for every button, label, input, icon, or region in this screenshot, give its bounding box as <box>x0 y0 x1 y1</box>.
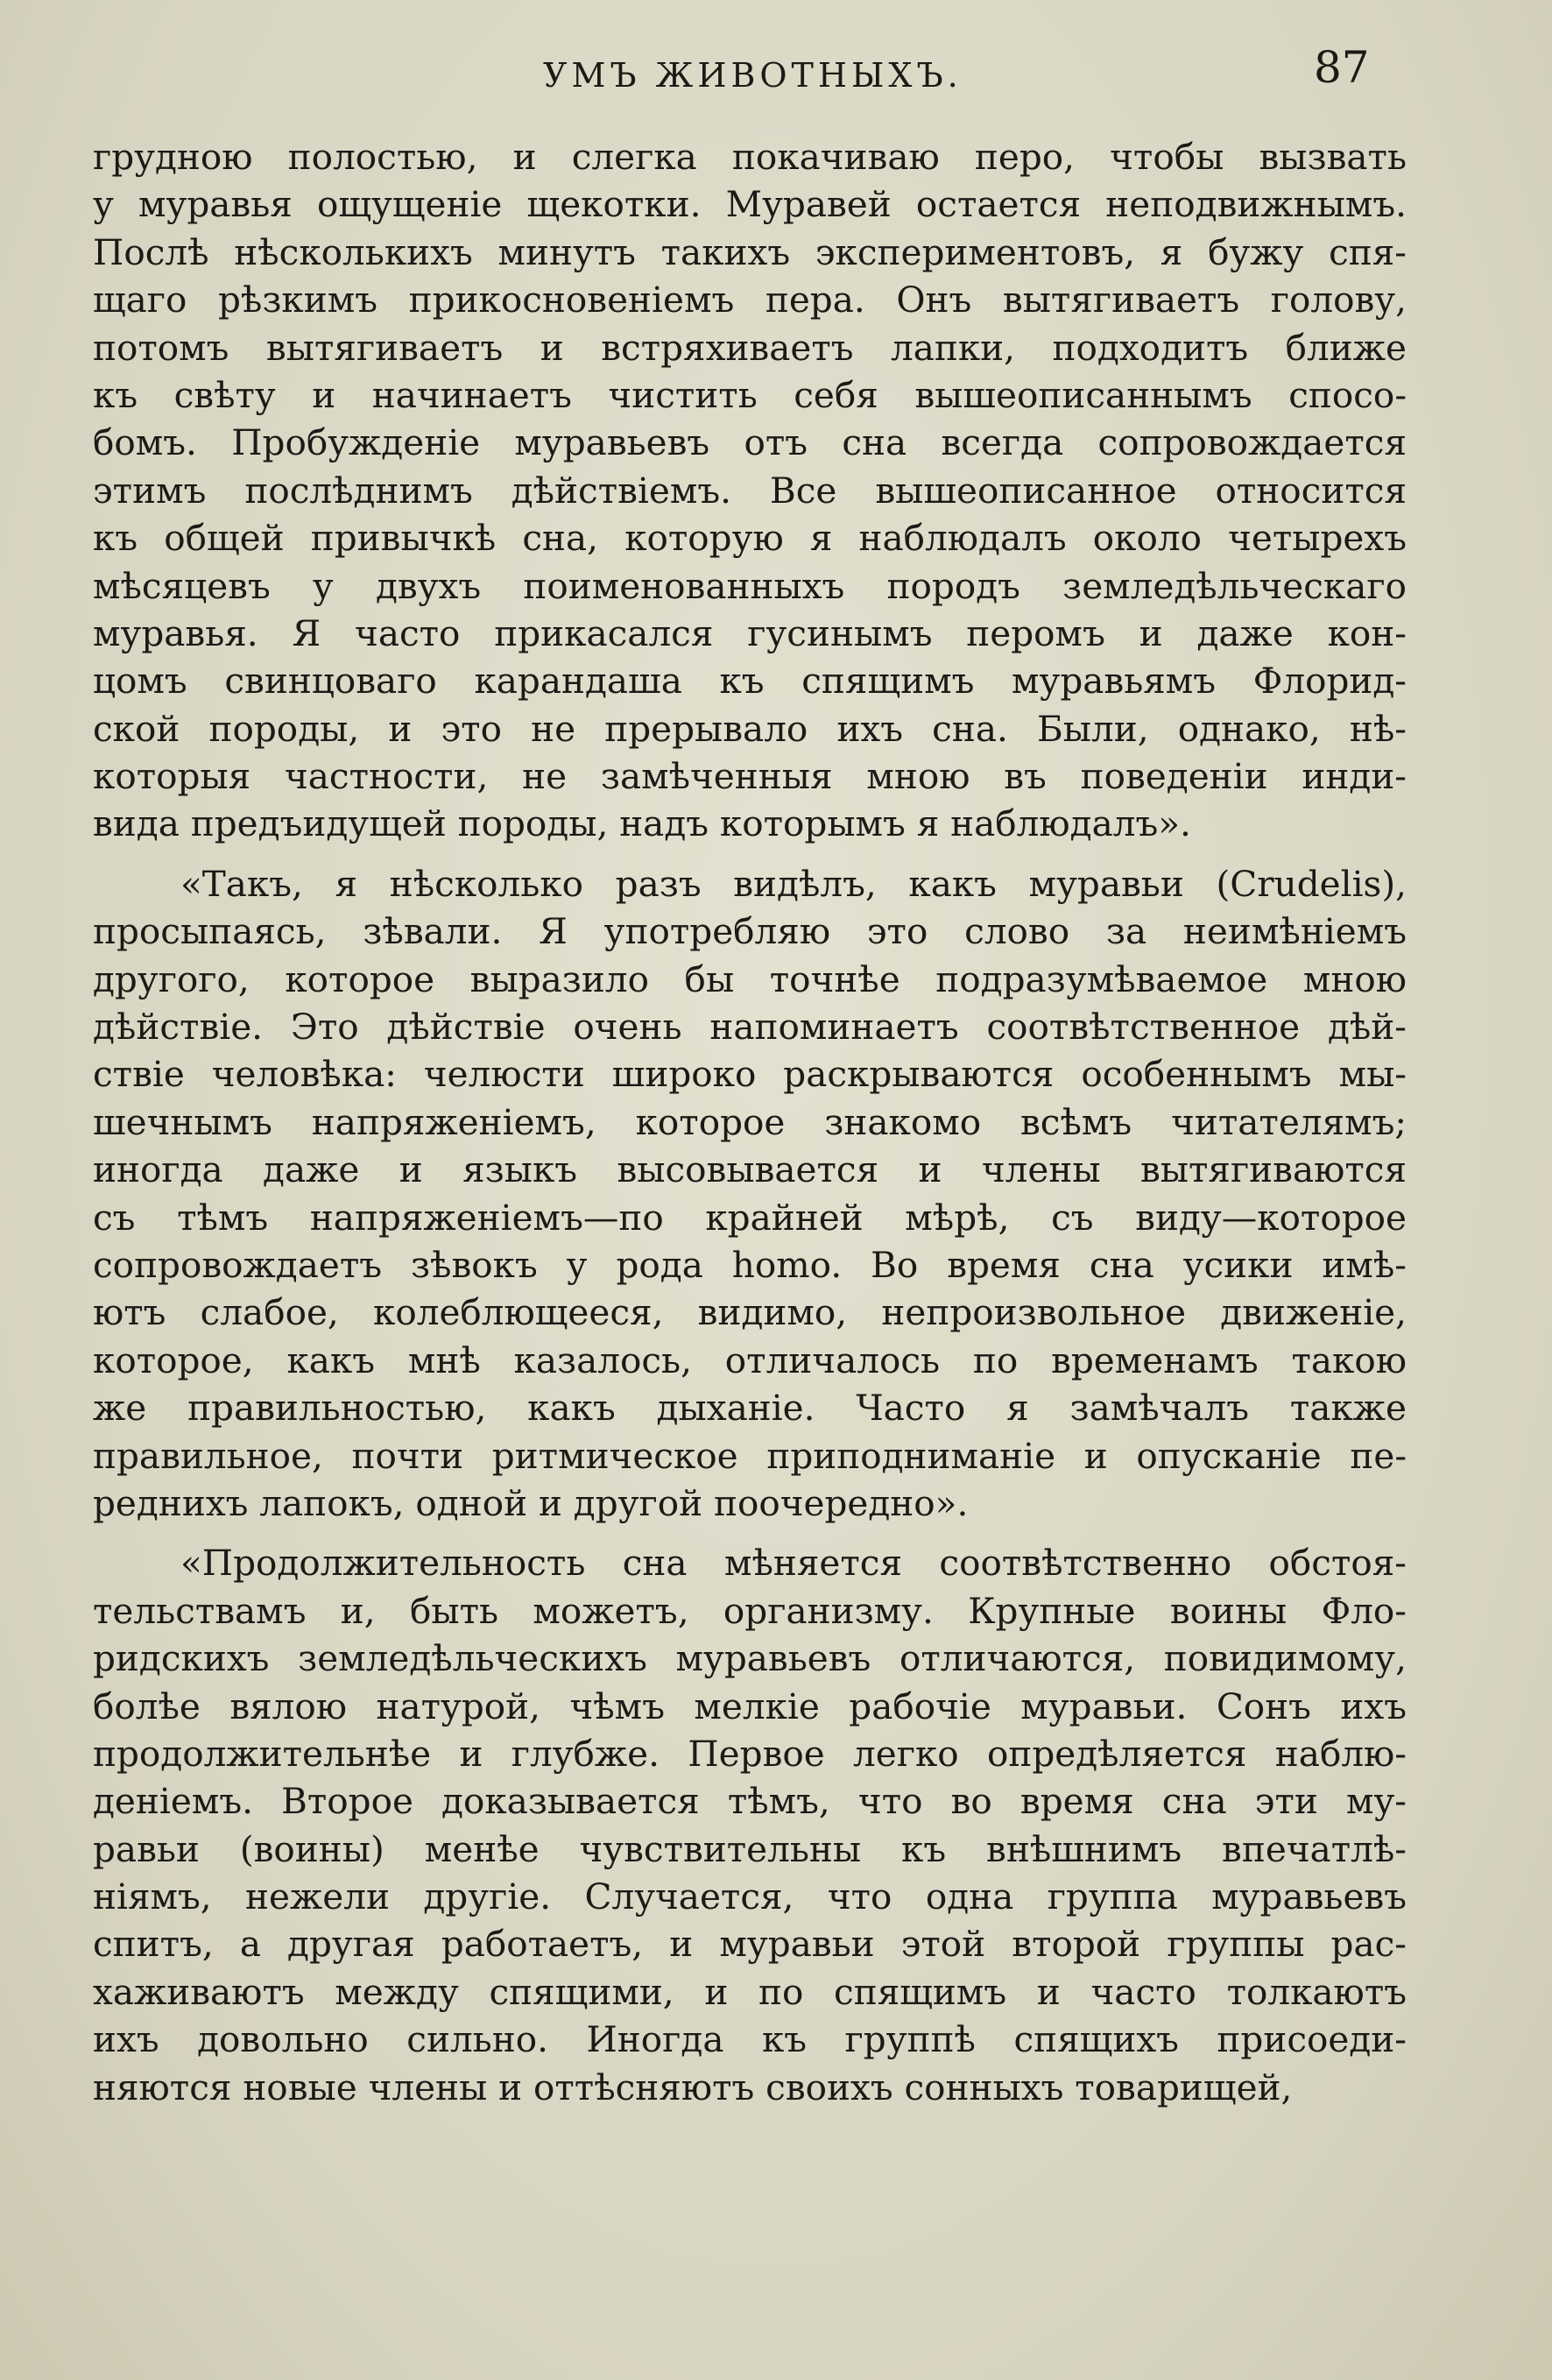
text-line: ридскихъ земледѣльческихъ муравьевъ отличаются, повидимому, <box>93 1637 1407 1680</box>
text-line: «Такъ, я нѣсколько разъ видѣлъ, какъ муравьи (Crudelis), <box>180 862 1407 905</box>
text-line: у муравья ощущеніе щекотки. Муравей остается неподвижнымъ. <box>93 183 1407 226</box>
text-line: дѣйствіе. Это дѣйствіе очень напоминаетъ соотвѣтственное дѣй- <box>93 1006 1407 1049</box>
body-text <box>93 133 1407 2111</box>
text-line: этимъ послѣднимъ дѣйствіемъ. Все вышеописанное относится <box>93 469 1407 512</box>
text-line: грудною полостью, и слегка покачиваю перо, чтобы вызвать <box>93 136 1407 178</box>
paragraph-spacer <box>93 848 1407 860</box>
text-line: щаго рѣзкимъ прикосновеніемъ пера. Онъ вытягиваетъ голову, <box>93 279 1407 321</box>
text-line: ніямъ, нежели другіе. Случается, что одна группа муравьевъ <box>93 1875 1407 1918</box>
paragraph-spacer <box>93 1527 1407 1539</box>
text-line: продолжительнѣе и глубже. Первое легко опредѣляется наблю- <box>93 1732 1407 1775</box>
text-line: съ тѣмъ напряженіемъ—по крайней мѣрѣ, съ виду—которое <box>93 1196 1407 1239</box>
text-line: спитъ, а другая работаетъ, и муравьи этой второй группы рас- <box>93 1923 1407 1966</box>
text-line: правильное, почти ритмическое приподниманіе и опусканіе пе- <box>93 1434 1407 1477</box>
text-line: болѣе вялою натурой, чѣмъ мелкіе рабочіе муравьи. Сонъ ихъ <box>93 1684 1407 1727</box>
paragraph-3 <box>93 1539 1407 2111</box>
text-line: ихъ довольно сильно. Иногда къ группѣ спящихъ присоеди- <box>93 2018 1407 2061</box>
text-line: муравья. Я часто прикасался гусинымъ перомъ и даже кон- <box>93 611 1407 654</box>
text-line: вида предъидущей породы, надъ которымъ я наблюдалъ». <box>93 802 1191 845</box>
text-line: Послѣ нѣсколькихъ минутъ такихъ экспериментовъ, я бужу спя- <box>93 230 1407 273</box>
text-line: хаживаютъ между спящими, и по спящимъ и часто толкаютъ <box>93 1970 1407 2013</box>
text-line: реднихъ лапокъ, одной и другой поочередно». <box>93 1481 969 1524</box>
text-line: ской породы, и это не прерывало ихъ сна. Были, однако, нѣ- <box>93 707 1407 750</box>
running-title: УМЪ ЖИВОТНЫХЪ. <box>543 56 963 95</box>
paragraph-1 <box>93 133 1407 848</box>
text-line: потомъ вытягиваетъ и встряхиваетъ лапки, подходитъ ближе <box>93 326 1407 369</box>
text-line: другого, которое выразило бы точнѣе подразумѣваемое мною <box>93 957 1407 1000</box>
text-line: же правильностью, какъ дыханіе. Часто я замѣчалъ также <box>93 1387 1407 1430</box>
text-line: которыя частности, не замѣченныя мною въ поведеніи инди- <box>93 755 1407 798</box>
paragraph-2 <box>93 860 1407 1527</box>
text-line: равьи (воины) менѣе чувствительны къ внѣшнимъ впечатлѣ- <box>93 1827 1407 1870</box>
text-line: просыпаясь, зѣвали. Я употребляю это слово за неимѣніемъ <box>93 910 1407 953</box>
page-number: 87 <box>1314 42 1370 93</box>
text-line: «Продолжительность сна мѣняется соотвѣтственно обстоя- <box>180 1542 1407 1585</box>
text-line: къ свѣту и начинаетъ чистить себя вышеописаннымъ спосо- <box>93 373 1407 416</box>
text-line: тельствамъ и, быть можетъ, организму. Крупные воины Фло- <box>93 1589 1407 1632</box>
text-line: ютъ слабое, колеблющееся, видимо, непроизвольное движеніе, <box>93 1291 1407 1334</box>
text-line: цомъ свинцоваго карандаша къ спящимъ муравьямъ Флорид- <box>93 660 1407 703</box>
text-line: бомъ. Пробужденіе муравьевъ отъ сна всегда сопровождается <box>93 421 1407 464</box>
text-line: сопровождаетъ зѣвокъ у рода homo. Во время сна усики имѣ- <box>93 1243 1407 1286</box>
text-line: къ общей привычкѣ сна, которую я наблюдалъ около четырехъ <box>93 517 1407 560</box>
text-line: шечнымъ напряженіемъ, которое знакомо всѣмъ читателямъ; <box>93 1100 1407 1143</box>
running-head <box>0 42 1552 103</box>
text-line: деніемъ. Второе доказывается тѣмъ, что во время сна эти му- <box>93 1780 1407 1823</box>
text-line: няются новые члены и оттѣсняютъ своихъ сонныхъ товарищей, <box>93 2066 1293 2108</box>
text-line: которое, какъ мнѣ казалось, отличалось по временамъ такою <box>93 1338 1407 1381</box>
text-line: мѣсяцевъ у двухъ поименованныхъ породъ земледѣльческаго <box>93 564 1407 607</box>
text-line: иногда даже и языкъ высовывается и члены вытягиваются <box>93 1148 1407 1191</box>
text-line: ствіе человѣка: челюсти широко раскрываются особеннымъ мы- <box>93 1053 1407 1096</box>
